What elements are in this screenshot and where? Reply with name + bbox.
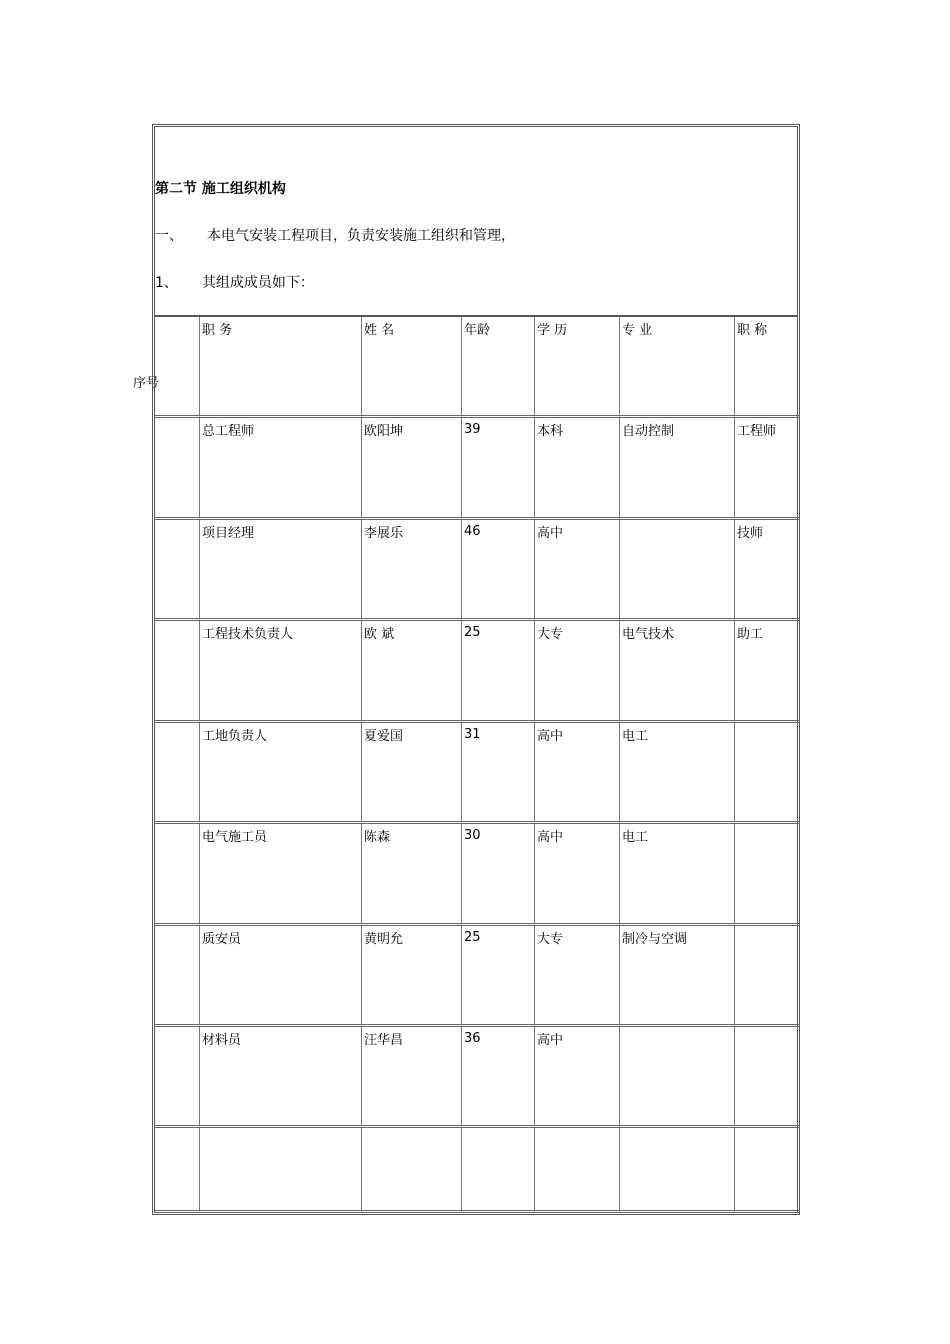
row-number-cell <box>155 824 200 925</box>
header-major: 专 业 <box>620 317 735 418</box>
table-header-row <box>155 317 800 418</box>
paragraph-2 <box>155 274 314 292</box>
paragraph-1-prefix: 一、 <box>155 228 183 244</box>
cell-education: 高中 <box>535 520 620 621</box>
paragraph-2-text: 其组成成员如下： <box>201 275 314 291</box>
cell-title: 助工 <box>735 621 800 722</box>
cell-major: 电工 <box>620 723 735 824</box>
table-row <box>155 418 800 519</box>
table-row <box>155 621 800 722</box>
cell-education: 高中 <box>535 824 620 925</box>
table-row <box>155 1128 800 1213</box>
cell-age: 30 <box>462 824 535 925</box>
table-row <box>155 723 800 824</box>
cell-education: 高中 <box>535 723 620 824</box>
table-row <box>155 1027 800 1128</box>
staff-table-body <box>155 317 800 1213</box>
cell-title: 工程师 <box>735 418 800 519</box>
row-number-cell <box>155 621 200 722</box>
cell-major <box>620 1128 735 1213</box>
cell-position: 质安员 <box>200 926 362 1027</box>
header-title: 职 称 <box>735 317 800 418</box>
header-education: 学 历 <box>535 317 620 418</box>
cell-name: 汪华昌 <box>362 1027 462 1128</box>
cell-title <box>735 1128 800 1213</box>
cell-title <box>735 723 800 824</box>
cell-major: 制冷与空调 <box>620 926 735 1027</box>
cell-position: 材料员 <box>200 1027 362 1128</box>
cell-education: 高中 <box>535 1027 620 1128</box>
cell-major <box>620 1027 735 1128</box>
cell-name <box>362 1128 462 1213</box>
table-row <box>155 520 800 621</box>
cell-major <box>620 520 735 621</box>
row-number-cell <box>155 418 200 519</box>
row-number-cell <box>155 520 200 621</box>
cell-major: 电工 <box>620 824 735 925</box>
row-number-header: 序号 <box>133 376 160 391</box>
row-number-cell <box>155 926 200 1027</box>
cell-name: 李展乐 <box>362 520 462 621</box>
cell-age: 25 <box>462 621 535 722</box>
header-position: 职 务 <box>200 317 362 418</box>
cell-position: 工地负责人 <box>200 723 362 824</box>
cell-age <box>462 1128 535 1213</box>
cell-major: 自动控制 <box>620 418 735 519</box>
cell-education: 大专 <box>535 621 620 722</box>
row-number-cell <box>155 1027 200 1128</box>
table-row <box>155 824 800 925</box>
cell-major: 电气技术 <box>620 621 735 722</box>
cell-age: 39 <box>462 418 535 519</box>
row-number-header-cell <box>155 317 200 418</box>
staff-table <box>155 317 800 1213</box>
cell-age: 25 <box>462 926 535 1027</box>
paragraph-1 <box>155 227 515 245</box>
cell-title <box>735 926 800 1027</box>
cell-education: 本科 <box>535 418 620 519</box>
section-header <box>155 127 797 317</box>
header-age: 年龄 <box>462 317 535 418</box>
cell-name: 陈森 <box>362 824 462 925</box>
cell-title <box>735 1027 800 1128</box>
cell-title: 技师 <box>735 520 800 621</box>
table-row <box>155 926 800 1027</box>
cell-position: 总工程师 <box>200 418 362 519</box>
cell-position: 工程技术负责人 <box>200 621 362 722</box>
document-frame <box>152 124 800 1215</box>
cell-name: 欧 斌 <box>362 621 462 722</box>
cell-name: 欧阳坤 <box>362 418 462 519</box>
cell-age: 46 <box>462 520 535 621</box>
cell-age: 36 <box>462 1027 535 1128</box>
cell-name: 黄明允 <box>362 926 462 1027</box>
section-heading: 第二节 施工组织机构 <box>155 181 286 197</box>
row-number-cell <box>155 1128 200 1213</box>
cell-title <box>735 824 800 925</box>
cell-position: 电气施工员 <box>200 824 362 925</box>
cell-education: 大专 <box>535 926 620 1027</box>
header-name: 姓 名 <box>362 317 462 418</box>
cell-age: 31 <box>462 723 535 824</box>
paragraph-2-prefix: 1、 <box>155 275 178 291</box>
paragraph-1-text: 本电气安装工程项目，负责安装施工组织和管理， <box>207 228 515 244</box>
cell-position: 项目经理 <box>200 520 362 621</box>
cell-education <box>535 1128 620 1213</box>
cell-name: 夏爱国 <box>362 723 462 824</box>
cell-position <box>200 1128 362 1213</box>
row-number-cell <box>155 723 200 824</box>
